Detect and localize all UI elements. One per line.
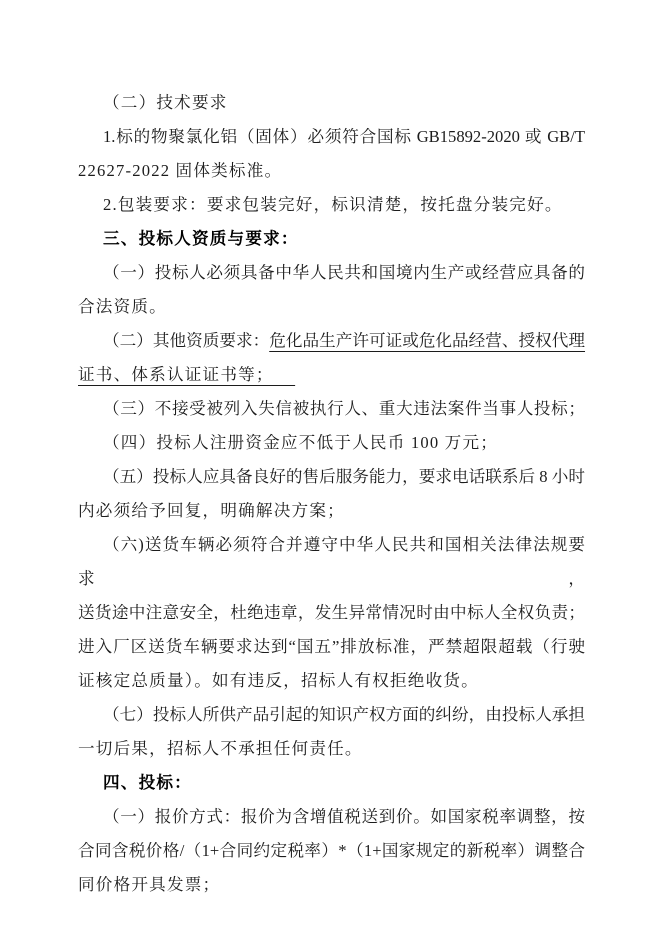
text-run: （五）投标人应具备良好的售后服务能力，要求电话联系后 8 小时: [103, 467, 585, 486]
text-run: （二）技术要求: [103, 93, 228, 112]
doc-line: [78, 800, 585, 834]
text-run: （二）其他资质要求：: [103, 331, 270, 350]
doc-line: [78, 426, 585, 460]
doc-line: [78, 596, 585, 630]
underlined-text-run: 危化品生产许可证或危化品经营、授权代理: [269, 331, 586, 350]
text-run: 1.标的物聚氯化铝（固体）必须符合国标 GB15892-2020 或 GB/T: [103, 127, 585, 146]
section-heading: [78, 222, 585, 256]
doc-line: [78, 290, 585, 324]
underlined-text-run: 证书、体系认证证书等；: [78, 365, 296, 384]
text-run: 送货途中注意安全，杜绝违章，发生异常情况时由中标人全权负责；: [78, 603, 585, 622]
text-run: （七）投标人所供产品引起的知识产权方面的纠纷，由投标人承担: [103, 705, 585, 724]
doc-line: [78, 460, 585, 494]
text-run: 合同含税价格/（1+合同约定税率）*（1+国家规定的新税率）调整合: [78, 841, 585, 860]
doc-line: [78, 324, 585, 358]
text-run: 同价格开具发票；: [78, 875, 221, 894]
text-run: 内必须给予回复，明确解决方案；: [78, 501, 345, 520]
doc-line: [78, 528, 585, 596]
doc-line: [78, 698, 585, 732]
doc-line: [78, 494, 585, 528]
text-run: 一切后果，招标人不承担任何责任。: [78, 739, 363, 758]
text-run: （一）报价方式：报价为含增值税送到价。如国家税率调整，按: [103, 807, 585, 826]
doc-line: [78, 86, 585, 120]
doc-line: [78, 154, 585, 188]
text-run: 2.包装要求：要求包装完好，标识清楚，按托盘分装完好。: [103, 195, 563, 214]
text-run: 进入厂区送货车辆要求达到“国五”排放标准，严禁超限超载（行驶: [78, 637, 585, 656]
text-run: 22627-2022 固体类标准。: [78, 161, 283, 180]
doc-line: [78, 256, 585, 290]
text-run: 四、投标：: [103, 773, 192, 792]
text-run: （四）投标人注册资金应不低于人民币 100 万元；: [103, 433, 499, 452]
doc-line: [78, 834, 585, 868]
text-run: 证核定总质量）。如有违反，招标人有权拒绝收货。: [78, 671, 479, 690]
doc-line: [78, 664, 585, 698]
doc-line: [78, 392, 585, 426]
text-run: （六)送货车辆必须符合并遵守中华人民共和国相关法律法规要求，: [78, 535, 585, 588]
text-run: （一）投标人必须具备中华人民共和国境内生产或经营应具备的: [103, 263, 585, 282]
doc-line: [78, 358, 585, 392]
text-run: （三）不接受被列入失信被执行人、重大违法案件当事人投标；: [103, 399, 585, 418]
text-run: 三、投标人资质与要求：: [103, 229, 299, 248]
doc-line: [78, 868, 585, 902]
doc-line: [78, 630, 585, 664]
section-heading: [78, 766, 585, 800]
document-lines: [78, 86, 585, 902]
doc-line: [78, 188, 585, 222]
doc-line: [78, 120, 585, 154]
text-run: 合法资质。: [78, 297, 167, 316]
document-body: [78, 86, 585, 902]
doc-line: [78, 732, 585, 766]
